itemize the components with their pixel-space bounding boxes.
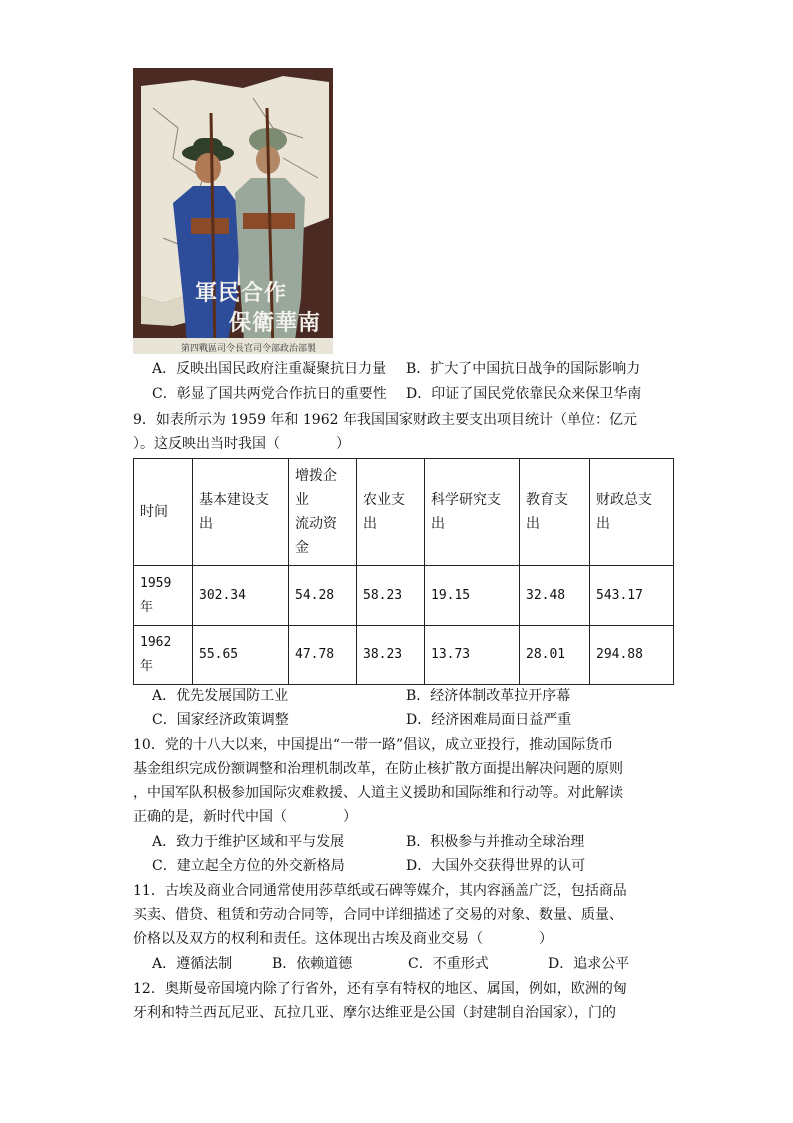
poster-caption: 第四戰區司令長官司令部政治部製 — [181, 344, 317, 354]
value-cell: 32.48 — [520, 566, 590, 626]
header-cell: 教育支 出 — [520, 459, 590, 566]
q10-option-d: D．大国外交获得世界的认可 — [406, 858, 586, 874]
q9-option-c: C．国家经济政策调整 — [152, 712, 289, 728]
q12-line1: 12．奥斯曼帝国境内除了行省外，还有享有特权的地区、属国，例如，欧洲的匈 — [133, 981, 627, 997]
year-cell: 1962 年 — [134, 626, 193, 685]
poster-image — [133, 68, 333, 354]
header-cell: 农业支 出 — [357, 459, 425, 566]
q9-stem-line2: ）。这反映出当时我国（ ） — [133, 436, 350, 452]
header-cell: 财政总支 出 — [590, 459, 674, 566]
q10-line3: ，中国军队积极参加国际灾难救援、人道主义援助和国际维和行动等。对此解读 — [133, 785, 623, 801]
q8-option-b: B．扩大了中国抗日战争的国际影响力 — [406, 361, 641, 377]
table-row — [134, 626, 674, 685]
header-cell: 基本建设支 出 — [193, 459, 289, 566]
q10-option-c: C．建立起全方位的外交新格局 — [152, 858, 345, 874]
poster-slogan-line1: 軍民合作 — [195, 281, 288, 306]
q11-line1: 11．古埃及商业合同通常使用莎草纸或石碑等媒介，其内容涵盖广泛，包括商品 — [133, 883, 627, 899]
q11-option-d: D．追求公平 — [548, 956, 630, 972]
value-cell: 47.78 — [289, 626, 357, 685]
header-cell: 增拨企 业 流动资 金 — [289, 459, 357, 566]
q8-option-a: A．反映出国民政府注重凝聚抗日力量 — [152, 361, 387, 377]
value-cell: 19.15 — [425, 566, 520, 626]
value-cell: 28.01 — [520, 626, 590, 685]
q11-line2: 买卖、借贷、租赁和劳动合同等，合同中详细描述了交易的对象、数量、质量、 — [133, 907, 623, 923]
value-cell: 294.88 — [590, 626, 674, 685]
q10-line4: 正确的是，新时代中国（ ） — [133, 809, 357, 825]
q10-option-b: B．积极参与并推动全球治理 — [406, 834, 585, 850]
value-cell: 38.23 — [357, 626, 425, 685]
value-cell: 543.17 — [590, 566, 674, 626]
header-cell: 时间 — [134, 459, 193, 566]
q9-option-a: A．优先发展国防工业 — [152, 688, 289, 704]
table-row — [134, 566, 674, 626]
q8-option-c: C．彰显了国共两党合作抗日的重要性 — [152, 386, 387, 402]
q11-option-c: C．不重形式 — [408, 956, 489, 972]
header-cell: 科学研究支 出 — [425, 459, 520, 566]
q8-option-d: D．印证了国民党依靠民众来保卫华南 — [406, 386, 642, 402]
table-header-row — [134, 459, 674, 566]
value-cell: 54.28 — [289, 566, 357, 626]
value-cell: 58.23 — [357, 566, 425, 626]
q10-option-a: A．致力于维护区域和平与发展 — [152, 834, 345, 850]
q9-option-b: B．经济体制改革拉开序幕 — [406, 688, 571, 704]
value-cell: 302.34 — [193, 566, 289, 626]
q10-line2: 基金组织完成份额调整和治理机制改革，在防止核扩散方面提出解决问题的原则 — [133, 761, 623, 777]
poster-slogan-line2: 保衛華南 — [229, 311, 322, 336]
value-cell: 13.73 — [425, 626, 520, 685]
q10-line1: 10．党的十八大以来，中国提出“一带一路”倡议，成立亚投行，推动国际货币 — [133, 737, 614, 753]
year-cell: 1959 年 — [134, 566, 193, 626]
finance-table — [133, 458, 674, 685]
q9-option-d: D．经济困难局面日益严重 — [406, 712, 572, 728]
q11-option-b: B．依赖道德 — [272, 956, 353, 972]
q11-line3: 价格以及双方的权利和责任。这体现出古埃及商业交易（ ） — [133, 931, 553, 947]
q9-stem-line1: 9．如表所示为 1959 年和 1962 年我国国家财政主要支出项目统计（单位：亿元 — [133, 412, 637, 428]
q12-line2: 牙利和特兰西瓦尼亚、瓦拉几亚、摩尔达维亚是公国（封建制自治国家），门的 — [133, 1005, 616, 1021]
q11-option-a: A．遵循法制 — [152, 956, 233, 972]
value-cell: 55.65 — [193, 626, 289, 685]
